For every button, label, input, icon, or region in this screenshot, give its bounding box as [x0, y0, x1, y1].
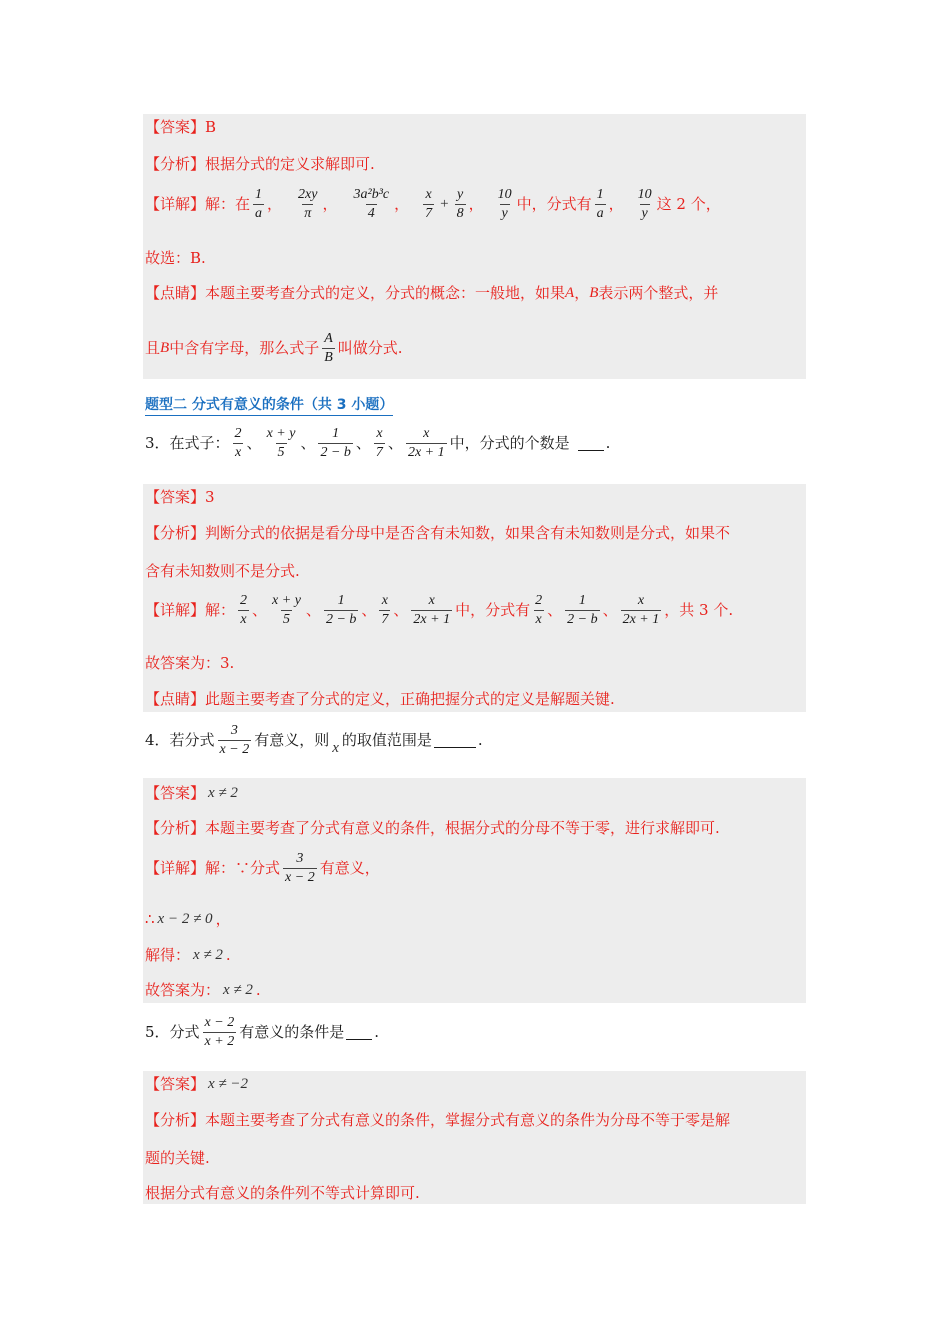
fraction: $\frac{1}{a}$ — [255, 187, 263, 221]
question-3: 3．在式子： $\frac{2}{x}$ 、 $\frac{x + y}{5}$ 、 $\frac{1}{2 - b}$ 、 $\frac{x}{7}$ 、 $\frac{x}{2x + 1}$ 中，分式的个数是 . — [145, 426, 611, 460]
fraction: $\frac{2}{x}$ — [234, 426, 242, 460]
answer-blank[interactable] — [578, 436, 604, 451]
fraction: $\frac{1}{2 - b}$ — [325, 593, 357, 627]
fraction: $\frac{3}{x - 2}$ — [285, 851, 315, 885]
comment-line-2: 且 B 中含有字母，那么式子 $\frac{A}{B}$ 叫做分式. — [145, 331, 403, 365]
fraction: $\frac{y}{8}$ — [456, 187, 464, 221]
detail-prefix: 解：在 — [205, 195, 251, 213]
answer-line: 【答案】 x ≠ −2 — [145, 1075, 249, 1093]
answer-blank[interactable] — [346, 1025, 372, 1040]
detail-mid: 中，分式有 — [516, 195, 592, 213]
detail-end: 这 2 个， — [656, 195, 721, 213]
detail-line: 【详解】 解：在 $\frac{1}{a}$ ， $\frac{2xy}{\pi}$ ， $\frac{\text{3a²b³c}}{4}$ ， $\frac{x}{7}$ + $\frac{y}{8}$ ， $\frac{10}{y}$ 中，分式有 $\frac{1}{a}$ ， $\frac{10}{y}$ 这 2 个， — [145, 187, 721, 221]
question-4: 4．若分式 $\frac{3}{x - 2}$ 有意义，则 x 的取值范围是 . — [145, 723, 483, 757]
analysis-line-2: 含有未知数则不是分式. — [145, 562, 300, 580]
answer-line — [145, 120, 216, 135]
analysis-text: 根据分式的定义求解即可. — [205, 155, 375, 173]
analysis-line: 【分析】 本题主要考查了分式有意义的条件，掌握分式有意义的条件为分母不等于零是解 — [145, 1111, 731, 1129]
fraction: $\frac{x}{2x + 1}$ — [407, 426, 445, 460]
question-text: 3．在式子： — [145, 434, 230, 452]
detail-tag: 【详解】 — [145, 195, 206, 213]
fraction: $\frac{2}{x}$ — [535, 593, 543, 627]
fraction: $\frac{x + y}{5}$ — [266, 426, 296, 460]
answer-line: 【答案】 x ≠ 2 — [145, 784, 238, 802]
final-line: 故答案为：3. — [145, 654, 235, 672]
analysis-tag: 【分析】 — [145, 155, 206, 173]
fraction: $\frac{2}{x}$ — [240, 593, 248, 627]
analysis-line-3: 根据分式有意义的条件列不等式计算即可. — [145, 1184, 420, 1202]
fraction: $\frac{1}{2 - b}$ — [567, 593, 598, 627]
fraction: $\frac{x}{7}$ — [425, 187, 433, 221]
fraction: $\frac{1}{2 - b}$ — [320, 426, 351, 460]
fraction: $\frac{10}{y}$ — [637, 187, 652, 221]
answer-blank[interactable] — [434, 733, 476, 748]
detail-line: 【详解】 解： $\frac{2}{x}$ 、 $\frac{x + y}{5}$ 、 $\frac{1}{2 - b}$ 、 $\frac{x}{7}$ 、 $\frac{x}{2x + 1}$ 中，分式有 $\frac{2}{x}$ 、 $\frac{1}{2 - b}$ 、 $\frac{x}{2x + 1}$ ，共 3 个. — [145, 593, 734, 627]
fraction: $\frac{x + y}{5}$ — [272, 593, 301, 627]
detail-line: 【详解】 解：∵分式 $\frac{3}{x - 2}$ 有意义， — [145, 851, 380, 885]
choice-line — [145, 251, 206, 266]
fraction: $\frac{\text{3a²b³c}}{4}$ — [353, 187, 390, 221]
solution-block-4 — [143, 778, 806, 1003]
comment-line-1: 【点睛】 本题主要考查分式的定义，分式的概念：一般地，如果 A ， B 表示两个整式，并 — [145, 284, 719, 302]
fraction: $\frac{x}{7}$ — [375, 426, 383, 460]
therefore-line: ∴ x − 2 ≠ 0 ， — [145, 910, 231, 928]
section-title: 题型二 分式有意义的条件（共 3 小题） — [145, 394, 393, 416]
analysis-line: 【分析】 判断分式的依据是看分母中是否含有未知数，如果含有未知数则是分式，如果不 — [145, 524, 731, 542]
answer-value: B — [205, 118, 217, 136]
fraction: $\frac{3}{x - 2}$ — [219, 723, 250, 757]
fraction: $\frac{1}{a}$ — [596, 187, 604, 221]
fraction: $\frac{x}{7}$ — [381, 593, 389, 627]
fraction: $\frac{x - 2}{x + 2}$ — [204, 1015, 235, 1049]
answer-tag: 【答案】 — [145, 118, 206, 136]
analysis-line-2: 题的关键. — [145, 1149, 210, 1167]
fraction: $\frac{A}{B}$ — [324, 331, 333, 365]
question-5: 5．分式 $\frac{x - 2}{x + 2}$ 有意义的条件是 . — [145, 1015, 380, 1049]
solve-line: 解得： x ≠ 2 . — [145, 946, 231, 964]
final-line: 故答案为： x ≠ 2 . — [145, 981, 261, 999]
analysis-line — [145, 157, 375, 172]
fraction: $\frac{x}{2x + 1}$ — [413, 593, 451, 627]
choice-text: 故选：B. — [145, 249, 206, 267]
fraction: $\frac{2xy}{\pi}$ — [298, 187, 318, 221]
comment-line: 【点睛】 此题主要考查了分式的定义，正确把握分式的定义是解题关键. — [145, 690, 615, 708]
fraction: $\frac{10}{y}$ — [497, 187, 512, 221]
fraction: $\frac{x}{2x + 1}$ — [622, 593, 660, 627]
answer-line: 【答案】 3 — [145, 488, 215, 506]
analysis-line: 【分析】 本题主要考查了分式有意义的条件，根据分式的分母不等于零，进行求解即可. — [145, 819, 720, 837]
comment-tag: 【点睛】 — [145, 284, 206, 302]
